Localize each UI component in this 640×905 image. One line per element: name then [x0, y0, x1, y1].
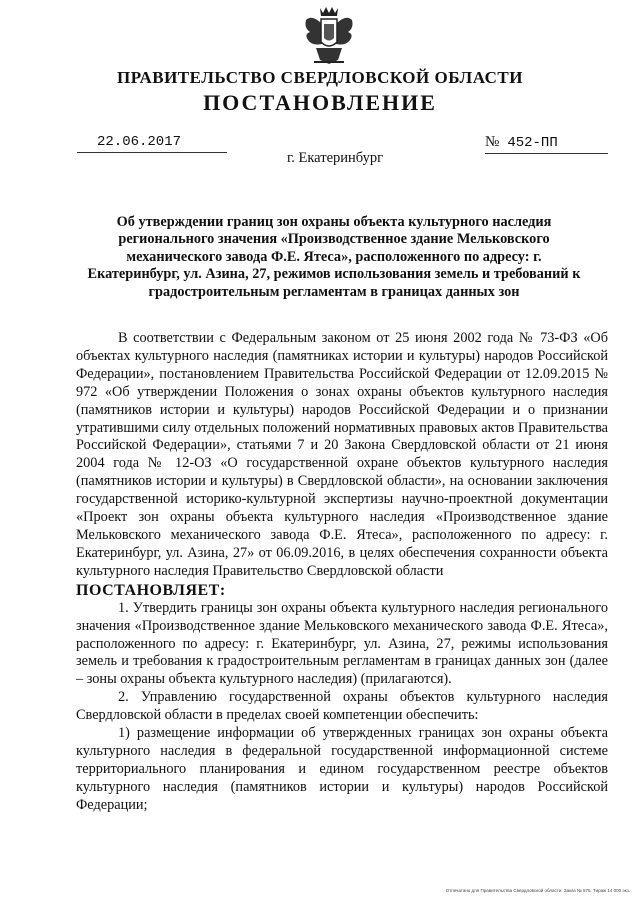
- decree-word: ПОСТАНОВЛЯЕТ:: [76, 581, 226, 599]
- organization-name: ПРАВИТЕЛЬСТВО СВЕРДЛОВСКОЙ ОБЛАСТИ: [117, 68, 523, 87]
- coat-of-arms-icon: [302, 4, 356, 66]
- document-body: [76, 330, 608, 815]
- document-type: ПОСТАНОВЛЕНИЕ: [203, 90, 437, 115]
- document-title: Об утверждении границ зон охраны объекта культурного наследия регионального значения «Производственное здание Мельковского механического завода Ф.Е. Ятеса», расположенного по адресу: г. Екатеринбург, ул. Азина, 27, режимов использования земель и требований к градостроительным регламентам в границах данных зон: [87, 214, 581, 300]
- preamble-paragraph: В соответствии с Федеральным законом от 25 июня 2002 года № 73-ФЗ «Об объектах культурного наследия (памятниках истории и культуры) народов Российской Федерации», постановлением Правительства Российской Федерации от 12.09.2015 № 972 «Об утверждении Положения о зонах охраны объектов культурного наследия (памятников истории и культуры) народов Российской Федерации и о признании утратившими силу отдельных положений нормативных правовых актов Правительства Российской Федерации», статьями 7 и 20 Закона Свердловской области от 21 июня 2004 года № 12-ОЗ «О государственной охране объектов культурного наследия (памятников истории и культуры) в Свердловской области», на основании заключения государственной историко-культурной экспертизы научно-проектной документации «Проект зон охраны объекта культурного наследия «Производственное здание Мельковского механического завода Ф.Е. Ятеса», расположенного по адресу: г. Екатеринбург, ул. Азина, 27» от 06.09.2016, в целях обеспечения сохранности объекта культурного наследия Правительство Свердловской области: [76, 330, 608, 579]
- item-1-paragraph: 1. Утвердить границы зон охраны объекта культурного наследия регионального значения «Производственное здание Мельковского механического завода Ф.Е. Ятеса», расположенного по адресу: г. Екатеринбург, ул. Азина, 27, режимы использования земель и требования к градостроительным регламентам в границах данных зон (далее – зоны охраны объекта культурного наследия) (прилагаются).: [76, 599, 608, 688]
- document-date-value: 22.06.2017: [97, 134, 182, 150]
- city-name: г. Екатеринбург: [286, 150, 384, 166]
- print-note: Отпечатано для Правительства Свердловской области. Заказ № 575. Тираж 14 000 экз.: [445, 888, 630, 893]
- item-2-1-paragraph: 1) размещение информации об утвержденных границах зон охраны объекта культурного наследия в федеральной государственной информационной системе территориального планирования и едином государственном реестре объектов культурного наследия (памятников истории и культуры) народов Российской Федерации;: [76, 725, 608, 813]
- document-number-value: 452-ПП: [507, 135, 558, 151]
- number-sign: №: [485, 134, 500, 150]
- item-2-paragraph: 2. Управлению государственной охраны объектов культурного наследия Свердловской области в пределах своей компетенции обеспечить:: [76, 689, 608, 724]
